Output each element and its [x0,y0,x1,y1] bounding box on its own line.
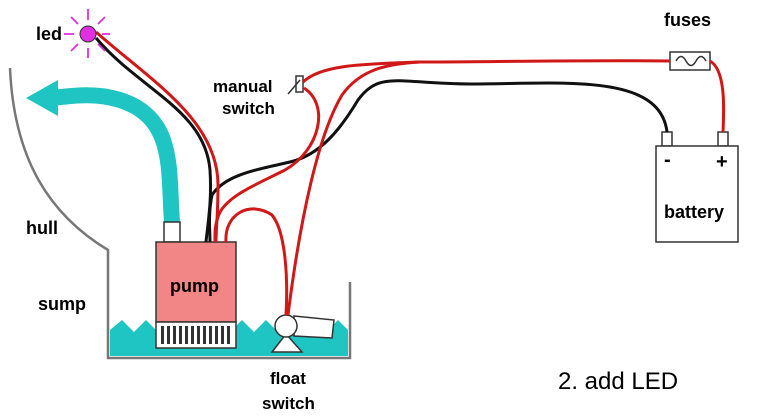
hull-label: hull [26,218,58,238]
manual-switch-label-line2: switch [222,99,275,118]
pump-label: pump [170,276,219,296]
hose-arrow-head [26,80,58,116]
wire-red-fuse-to-float [288,62,420,315]
led-bulb [80,26,96,42]
float-switch-arm [294,316,334,338]
battery-negative-label: - [664,149,671,171]
wire-red-fuse-to-battery-positive [710,61,724,132]
float-switch-pivot [275,315,297,337]
battery-label: battery [664,202,725,222]
battery-positive-terminal [718,132,728,146]
wire-black-battery-negative [210,81,668,242]
wire-black-led [96,38,211,242]
pump-outlet [164,222,180,242]
float-switch-label-line1: float [270,369,306,388]
fuses-label: fuses [664,10,712,30]
manual-switch-label-line1: manual [213,77,273,96]
float-switch-label-line2: switch [262,394,315,413]
led-label: led [36,24,63,44]
battery-negative-terminal [662,132,672,146]
sump-label: sump [38,294,87,314]
diagram-caption: 2. add LED [558,368,679,395]
battery-positive-label: + [716,151,728,173]
discharge-hose [52,95,172,222]
